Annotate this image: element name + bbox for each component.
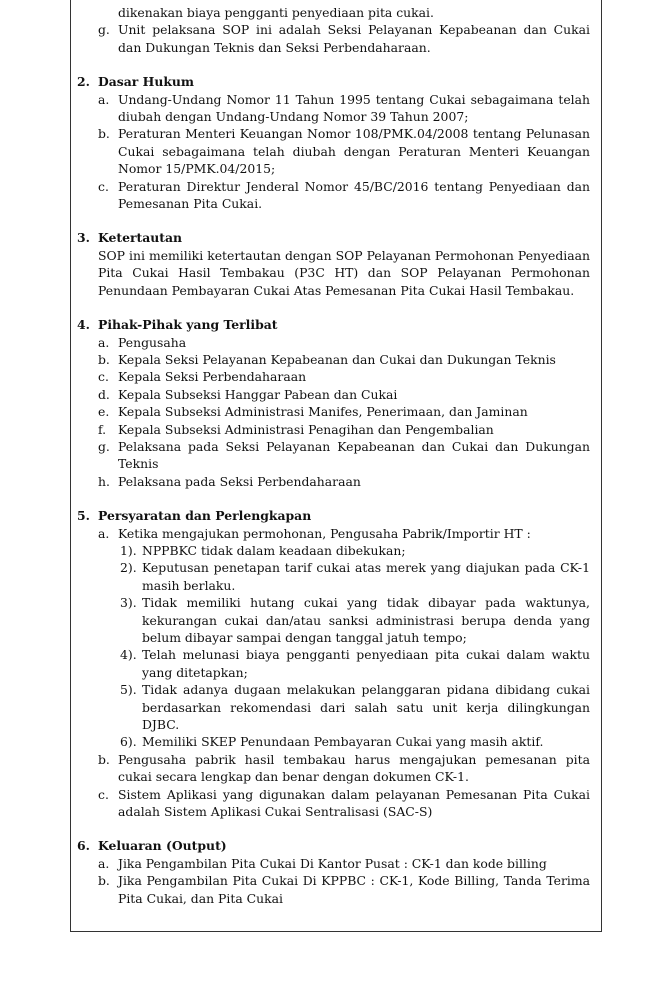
item-marker: b. — [98, 351, 110, 367]
item-f-continuation: dikenakan biaya pengganti penyediaan pita cukai. — [118, 5, 434, 20]
item-marker: h. — [98, 473, 110, 489]
item-marker: b. — [98, 751, 110, 767]
item-text: NPPBKC tidak dalam keadaan dibekukan; — [142, 542, 406, 558]
section-title: Pihak-Pihak yang Terlibat — [98, 317, 278, 333]
list-item — [70, 403, 602, 420]
list-item — [70, 178, 602, 213]
section-dasar-hukum — [70, 73, 602, 212]
list-item — [70, 351, 602, 368]
item-text: Telah melunasi biaya pengganti penyediaan pita cukai dalam waktu yang ditetapkan; — [142, 647, 590, 680]
item-text: Undang-Undang Nomor 11 Tahun 1995 tentang Cukai sebagaimana telah diubah dengan Undang-Undang Nomor 39 Tahun 2007; — [118, 91, 590, 125]
item-text: Kepala Seksi Perbendaharaan — [118, 369, 307, 385]
item-marker: a. — [98, 91, 110, 107]
sub-list-item — [70, 542, 602, 559]
item-marker: 6). — [120, 734, 137, 750]
item-marker: c. — [98, 786, 109, 802]
list-item — [70, 421, 602, 438]
item-marker: g. — [98, 22, 110, 38]
item-text: Jika Pengambilan Pita Cukai Di KPPBC : CK-1, Kode Billing, Tanda Terima Pita Cukai, dan Pita Cukai — [118, 873, 590, 906]
section-number: 3. — [77, 230, 90, 246]
item-text: Kepala Subseksi Hanggar Pabean dan Cukai — [118, 386, 398, 402]
item-text: Pengusaha — [118, 334, 187, 350]
item-marker: g. — [98, 438, 110, 454]
item-text: Memiliki SKEP Penundaan Pembayaran Cukai yang masih aktif. — [142, 734, 544, 750]
list-item — [70, 438, 602, 473]
section-number: 4. — [77, 317, 90, 333]
item-marker: b. — [98, 873, 110, 889]
item-text: Tidak memiliki hutang cukai yang tidak dibayar pada waktunya, kekurangan cukai dan/atau sanksi administrasi berupa denda yang belum dibayar sampai dengan tanggal jatuh tempo; — [142, 595, 590, 645]
list-item — [70, 91, 602, 126]
list-item — [70, 386, 602, 403]
item-marker: 1). — [120, 542, 137, 558]
sub-list-item — [70, 559, 602, 594]
item-text: Tidak adanya dugaan melakukan pelanggaran pidana dibidang cukai berdasarkan rekomendasi dari salah satu unit kerja dilingkungan DJBC. — [142, 682, 590, 733]
item-marker: c. — [98, 178, 109, 194]
item-marker: 4). — [120, 647, 137, 663]
item-marker: a. — [98, 334, 110, 350]
section-title: Ketertautan — [98, 230, 183, 246]
list-item-g — [70, 21, 602, 56]
item-text: Pelaksana pada Seksi Pelayanan Kepabeanan dan Cukai dan Dukungan Teknis — [118, 438, 590, 472]
item-marker: a. — [98, 855, 110, 871]
item-marker: b. — [98, 126, 110, 142]
item-marker: f. — [98, 421, 107, 437]
section-heading — [70, 229, 602, 246]
item-text: Peraturan Direktur Jenderal Nomor 45/BC/2016 tentang Penyediaan dan Pemesanan Pita Cukai. — [118, 178, 590, 212]
section-heading — [70, 507, 602, 524]
document-body — [70, 4, 602, 907]
list-item — [70, 751, 602, 786]
section-title: Persyaratan dan Perlengkapan — [98, 508, 312, 524]
item-text: Pelaksana pada Seksi Perbendaharaan — [118, 473, 361, 489]
item-marker: 2). — [120, 560, 137, 576]
item-text: Unit pelaksana SOP ini adalah Seksi Pelayanan Kepabeanan dan Cukai dan Dukungan Teknis dan Seksi Perbendaharaan. — [118, 22, 590, 55]
sub-list-item — [70, 594, 602, 646]
list-item — [70, 368, 602, 385]
item-text: Jika Pengambilan Pita Cukai Di Kantor Pusat : CK-1 dan kode billing — [118, 855, 547, 871]
list-item — [70, 872, 602, 907]
section-heading — [70, 837, 602, 854]
list-item — [70, 125, 602, 177]
item-marker: e. — [98, 404, 110, 420]
item-text: Kepala Subseksi Administrasi Penagihan dan Pengembalian — [118, 421, 494, 437]
sub-list-item — [70, 733, 602, 750]
list-item — [70, 473, 602, 490]
item-text: Ketika mengajukan permohonan, Pengusaha Pabrik/Importir HT : — [118, 525, 531, 541]
section-title: Dasar Hukum — [98, 74, 195, 90]
item-marker: c. — [98, 369, 109, 385]
item-marker: a. — [98, 525, 110, 541]
item-marker: d. — [98, 386, 110, 402]
section-number: 6. — [77, 838, 90, 854]
item-marker: 3). — [120, 595, 137, 611]
list-item — [70, 525, 602, 542]
sub-list-item — [70, 681, 602, 733]
item-text: Peraturan Menteri Keuangan Nomor 108/PMK.04/2008 tentang Pelunasan Cukai sebagaimana telah diubah dengan Peraturan Menteri Keuangan Nomor 15/PMK.04/2015; — [118, 126, 590, 177]
section-title: Keluaran (Output) — [98, 838, 227, 854]
item-text: Kepala Subseksi Administrasi Manifes, Penerimaan, dan Jaminan — [118, 404, 528, 420]
section-ketertautan — [70, 229, 602, 299]
item-text: Sistem Aplikasi yang digunakan dalam pelayanan Pemesanan Pita Cukai adalah Sistem Aplikasi Cukai Sentralisasi (SAC-S) — [118, 786, 590, 820]
section-heading — [70, 316, 602, 333]
section-heading — [70, 73, 602, 90]
sub-list-item — [70, 646, 602, 681]
item-marker: 5). — [120, 682, 137, 698]
item-text: Keputusan penetapan tarif cukai atas merek yang diajukan pada CK-1 masih berlaku. — [142, 560, 590, 593]
list-item — [70, 334, 602, 351]
section-persyaratan — [70, 507, 602, 820]
section-number: 2. — [77, 74, 90, 90]
section-keluaran — [70, 837, 602, 907]
section-pihak-terlibat — [70, 316, 602, 490]
item-text: Pengusaha pabrik hasil tembakau harus mengajukan pemesanan pita cukai secara lengkap dan benar dengan dokumen CK-1. — [118, 751, 590, 785]
section-paragraph: SOP ini memiliki ketertautan dengan SOP Pelayanan Permohonan Penyediaan Pita Cukai Hasil Tembakau (P3C HT) dan SOP Pelayanan Permohonan Penundaan Pembayaran Cukai Atas Pemesanan Pita Cukai Hasil Tembakau. — [98, 247, 590, 298]
item-text: Kepala Seksi Pelayanan Kepabeanan dan Cukai dan Dukungan Teknis — [118, 351, 556, 367]
list-item — [70, 855, 602, 872]
list-item — [70, 786, 602, 821]
section-number: 5. — [77, 508, 90, 524]
